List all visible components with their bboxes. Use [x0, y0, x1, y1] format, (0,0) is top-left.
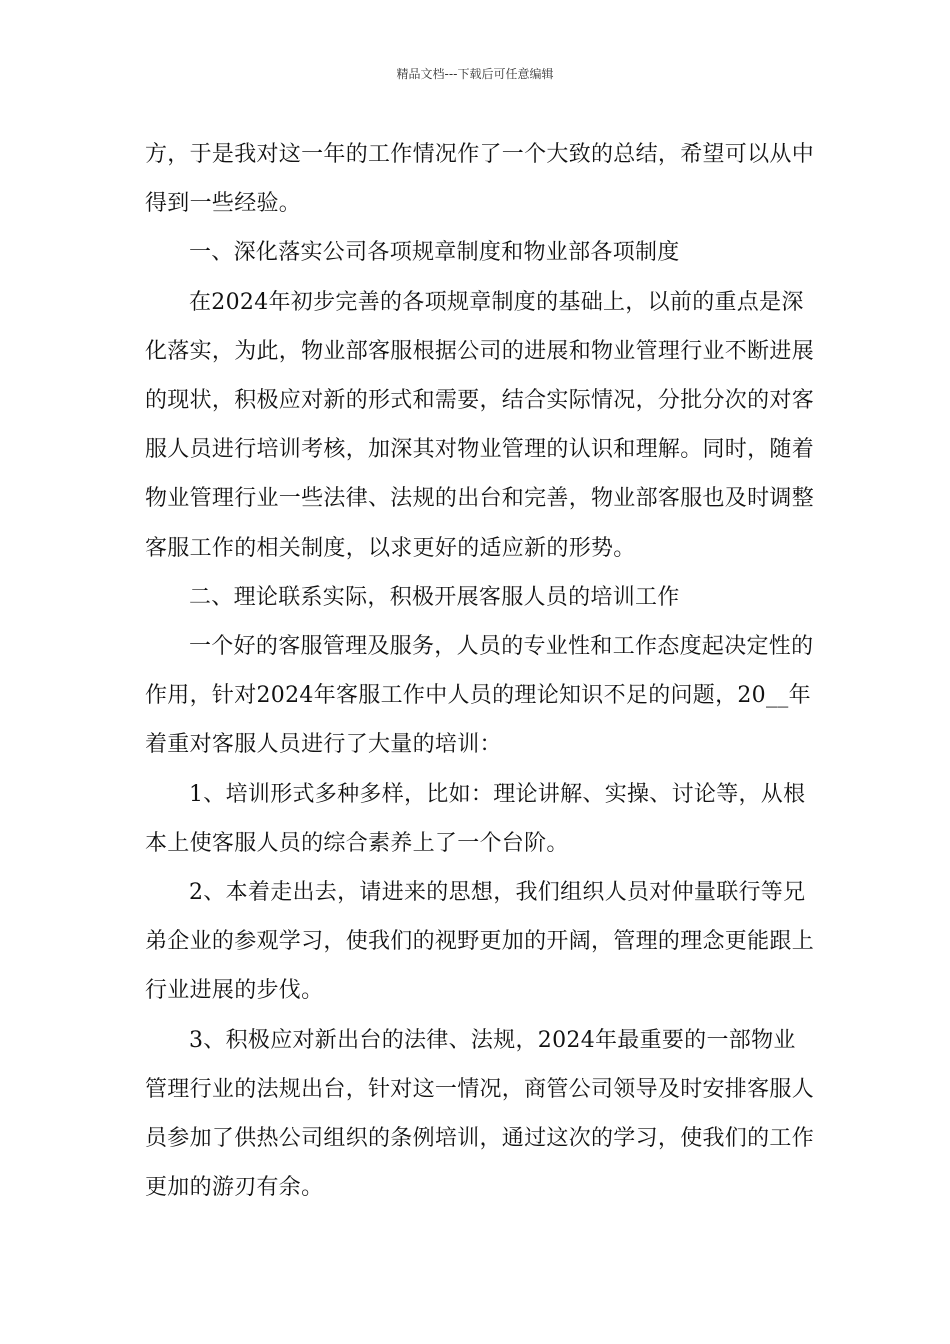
list-item: 2、本着走出去，请进来的思想，我们组织人员对仲量联行等兄弟企业的参观学习，使我们的视野更加的开阔，管理的理念更能跟上行业进展的步伐。	[145, 880, 815, 1004]
paragraph: 在2024年初步完善的各项规章制度的基础上，以前的重点是深化落实，为此，物业部客服根据公司的进展和物业管理行业不断进展的现状，积极应对新的形式和需要，结合实际情况，分批分次的对客服人员进行培训考核，加深其对物业管理的认识和理解。同时，随着物业管理行业一些法律、法规的出台和完善，物业部客服也及时调整客服工作的相关制度，以求更好的适应新的形势。	[145, 289, 815, 561]
paragraph: 一个好的客服管理及服务，人员的专业性和工作态度起决定性的作用，针对2024年客服工作中人员的理论知识不足的问题，20__年着重对客服人员进行了大量的培训：	[145, 634, 814, 758]
paragraph: 方，于是我对这一年的工作情况作了一个大致的总结，希望可以从中得到一些经验。	[145, 142, 815, 217]
section-heading: 一、深化落实公司各项规章制度和物业部各项制度	[189, 240, 680, 266]
section-heading: 二、理论联系实际，积极开展客服人员的培训工作	[189, 584, 680, 610]
list-item: 1、培训形式多种多样，比如：理论讲解、实操、讨论等，从根本上使客服人员的综合素养上了一个台阶。	[145, 781, 806, 856]
document-body	[145, 130, 815, 1212]
page-header: 精品文档---下载后可任意编辑	[396, 67, 554, 81]
list-item: 3、积极应对新出台的法律、法规，2024年最重要的一部物业管理行业的法规出台，针对这一情况，商管公司领导及时安排客服人员参加了供热公司组织的条例培训，通过这次的学习，使我们的工作更加的游刃有余。	[145, 1027, 815, 1201]
